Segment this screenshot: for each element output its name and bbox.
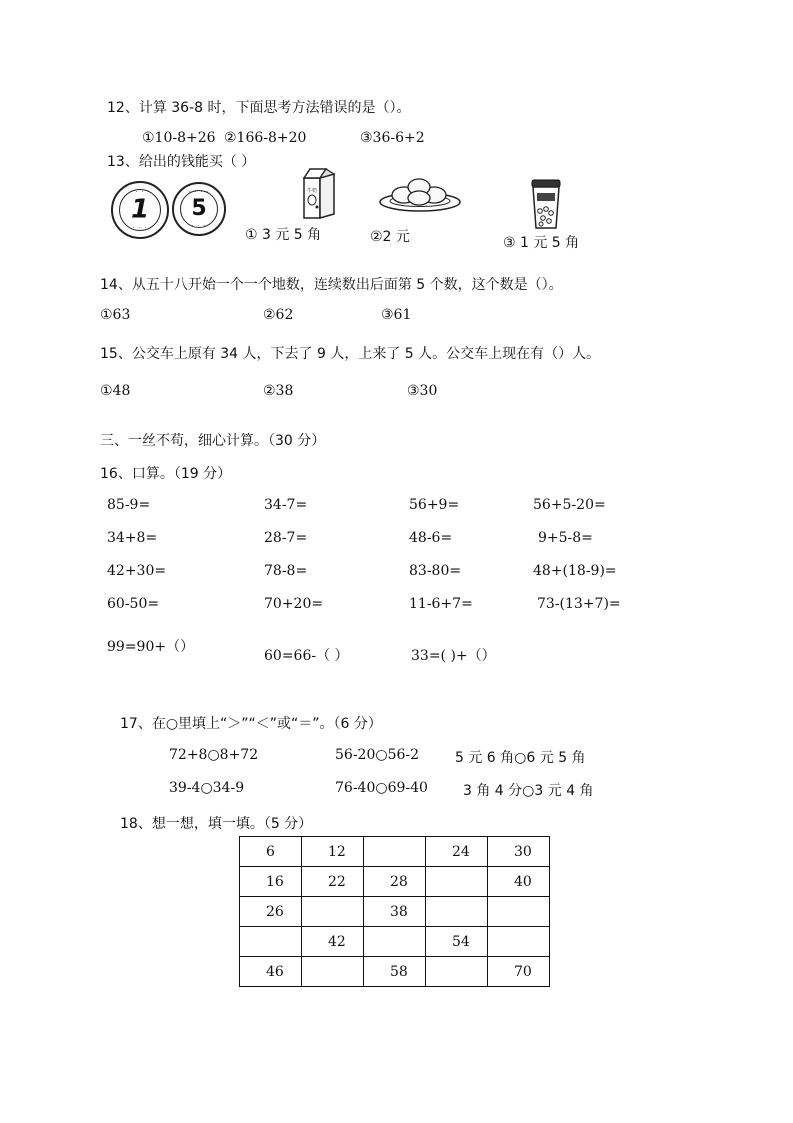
q15-stem: 15、公交车上原有 34 人，下去了 9 人，上来了 5 人。公交车上现在有（）人。 [100, 346, 601, 362]
q17-item: 39-4○34-9 [169, 780, 245, 796]
q17-item: 3 角 4 分○3 元 4 角 [463, 783, 594, 799]
q12-option-1: ①10-8+26 [142, 130, 216, 146]
q15-option-2: ②38 [263, 383, 294, 399]
q16-item: 56+9= [409, 497, 460, 513]
grid-cell-blank[interactable] [426, 867, 488, 897]
q16-item: 78-8= [264, 563, 308, 579]
q16-item: 48+(18-9)= [533, 563, 617, 579]
grid-cell-blank[interactable] [302, 957, 364, 987]
q16-item: 56+5-20= [533, 497, 606, 513]
q16-item: 48-6= [409, 530, 453, 546]
q13-option-3: ③ 1 元 5 角 [503, 235, 580, 251]
q14-option-1: ①63 [100, 307, 131, 323]
q17-item: 56-20○56-2 [335, 747, 420, 763]
q16-item: 11-6+7= [409, 596, 473, 612]
grid-cell-blank[interactable] [426, 897, 488, 927]
q17-stem: 17、在○里填上“＞”“＜”或“＝”。（6 分） [120, 716, 382, 732]
q12-stem: 12、计算 36-8 时，下面思考方法错误的是（）。 [107, 100, 411, 116]
grid-cell: 58 [364, 957, 426, 987]
q17-item: 76-40○69-40 [335, 780, 428, 796]
q14-stem: 14、从五十八开始一个一个地数，连续数出后面第 5 个数，这个数是（）。 [100, 277, 563, 293]
grid-cell-blank[interactable] [488, 897, 550, 927]
q17-item: 5 元 6 角○6 元 5 角 [455, 750, 586, 766]
q17-item: 72+8○8+72 [169, 747, 259, 763]
milk-carton-icon [298, 166, 340, 220]
grid-cell: 6 [240, 837, 302, 867]
q16-fill-item: 99=90+（） [107, 639, 195, 655]
grid-cell: 24 [426, 837, 488, 867]
q12-option-2: ②166-8+20 [224, 130, 307, 146]
q13-option-2: ②2 元 [370, 229, 410, 245]
grid-cell-blank[interactable] [488, 927, 550, 957]
q16-fill-item: 60=66-（ ） [264, 648, 349, 664]
q16-item: 83-80= [409, 563, 462, 579]
five-jiao-coin-icon: · · · · 5 · · · [172, 182, 226, 236]
one-yuan-coin-icon: · · · · 1 · · · [111, 181, 169, 239]
grid-cell-blank[interactable] [364, 927, 426, 957]
q15-option-3: ③30 [407, 383, 438, 399]
grid-cell: 12 [302, 837, 364, 867]
grid-cell: 28 [364, 867, 426, 897]
q13-option-1: ① 3 元 5 角 [245, 227, 322, 243]
q16-fill-item: 33=( )+（） [411, 648, 496, 664]
q16-stem: 16、口算。（19 分） [100, 466, 232, 482]
grid-cell: 16 [240, 867, 302, 897]
q14-option-3: ③61 [381, 307, 412, 323]
grid-cell: 26 [240, 897, 302, 927]
q13-stem: 13、给出的钱能买（ ） [107, 154, 256, 170]
svg-text:牛奶: 牛奶 [307, 188, 318, 194]
q16-item: 60-50= [107, 596, 160, 612]
q16-item: 28-7= [264, 530, 308, 546]
q16-item: 34-7= [264, 497, 308, 513]
grid-cell: 40 [488, 867, 550, 897]
grid-cell: 70 [488, 957, 550, 987]
q16-item: 42+30= [107, 563, 167, 579]
buns-on-plate-icon [378, 176, 462, 214]
grid-cell-blank[interactable] [302, 897, 364, 927]
grid-cell: 30 [488, 837, 550, 867]
q12-option-3: ③36-6+2 [360, 130, 425, 146]
section-3-title: 三、一丝不苟，细心计算。（30 分） [100, 433, 326, 449]
bubble-tea-cup-icon [529, 178, 563, 230]
q16-item: 73-(13+7)= [537, 596, 621, 612]
q16-item: 70+20= [264, 596, 324, 612]
q15-option-1: ①48 [100, 383, 131, 399]
grid-cell: 42 [302, 927, 364, 957]
grid-cell-blank[interactable] [426, 957, 488, 987]
q18-stem: 18、想一想，填一填。（5 分） [120, 816, 313, 832]
grid-cell-blank[interactable] [364, 837, 426, 867]
grid-cell-blank[interactable] [240, 927, 302, 957]
grid-cell: 22 [302, 867, 364, 897]
q16-item: 9+5-8= [538, 530, 593, 546]
grid-cell: 54 [426, 927, 488, 957]
grid-cell: 38 [364, 897, 426, 927]
number-grid [239, 836, 550, 987]
q16-item: 85-9= [107, 497, 151, 513]
grid-cell: 46 [240, 957, 302, 987]
q14-option-2: ②62 [263, 307, 294, 323]
q16-item: 34+8= [107, 530, 158, 546]
